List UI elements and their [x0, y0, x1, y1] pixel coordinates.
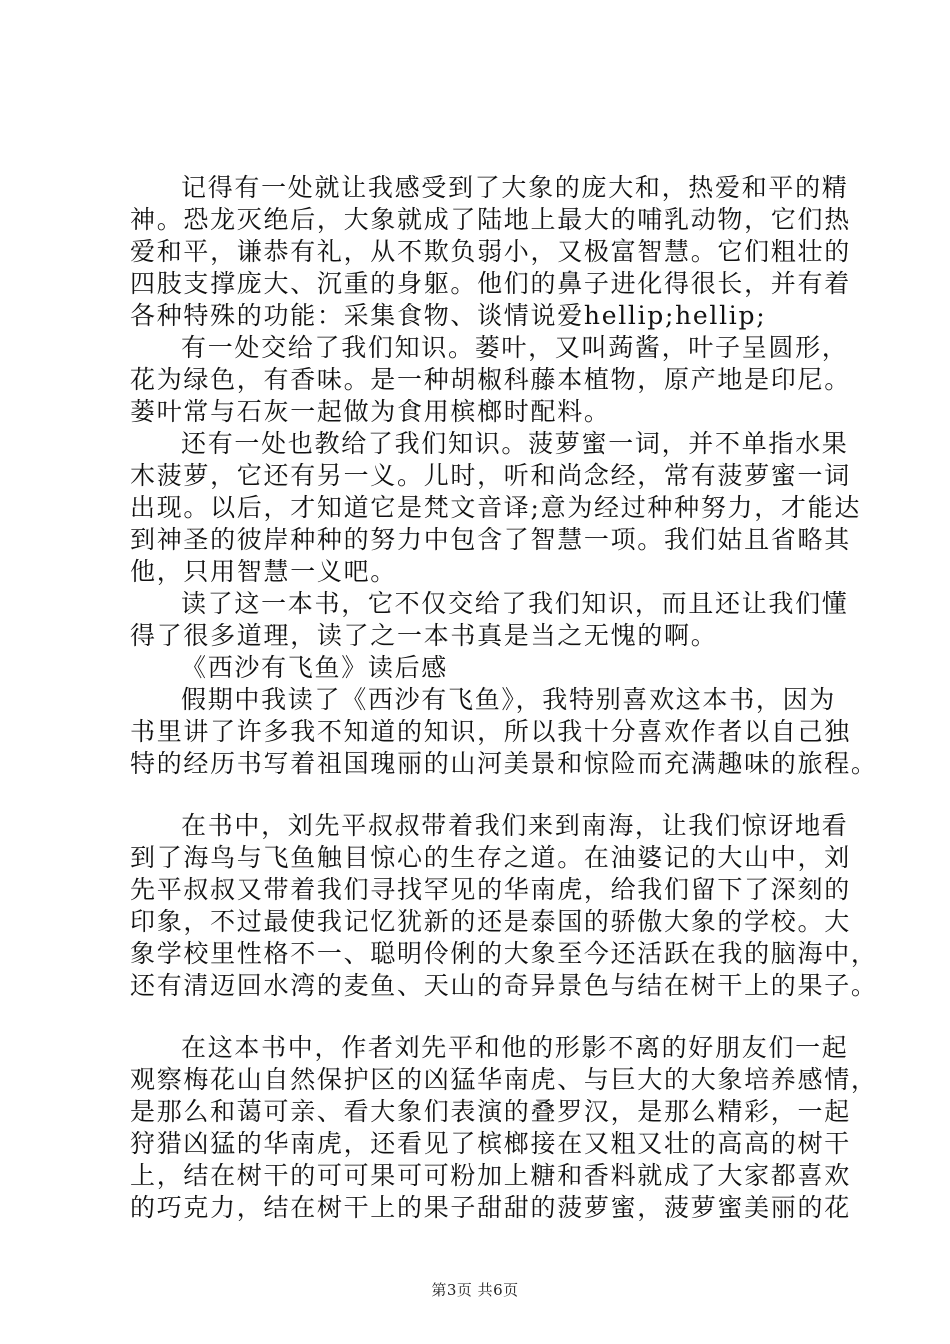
text-line: 到神圣的彼岸种种的努力中包含了智慧一项。我们姑且省略其	[130, 525, 851, 554]
text-line: 是那么和蔼可亲、看大象们表演的叠罗汉，是那么精彩，一起	[130, 1097, 851, 1126]
page-footer: 第3页 共6页	[431, 1281, 519, 1299]
text-line: 印象，不过最使我记忆犹新的还是泰国的骄傲大象的学校。大	[130, 907, 851, 936]
text-line: 蒌叶常与石灰一起做为食用槟榔时配料。	[130, 397, 611, 426]
body-text	[130, 172, 878, 1224]
text-line: 观察梅花山自然保护区的凶猛华南虎、与巨大的大象培养感情，	[130, 1065, 878, 1094]
text-line: 的巧克力，结在树干上的果子甜甜的菠萝蜜，菠萝蜜美丽的花	[130, 1193, 851, 1222]
text-line: 花为绿色，有香味。是一种胡椒科藤本植物，原产地是印尼。	[130, 365, 851, 394]
text-line: 到了海鸟与飞鱼触目惊心的生存之道。在油婆记的大山中，刘	[130, 843, 851, 872]
text-line: 在书中，刘先平叔叔带着我们来到南海，让我们惊讶地看	[181, 811, 849, 840]
text-line: 神。恐龙灭绝后，大象就成了陆地上最大的哺乳动物，它们热	[130, 205, 851, 234]
text-line: 木菠萝，它还有另一义。儿时，听和尚念经，常有菠萝蜜一词	[130, 461, 851, 490]
text-line: 狩猎凶猛的华南虎，还看见了槟榔接在又粗又壮的高高的树干	[130, 1129, 851, 1158]
text-line: 在这本书中，作者刘先平和他的形影不离的好朋友们一起	[181, 1033, 849, 1062]
text-line: 有一处交给了我们知识。蒌叶，又叫蒟酱，叶子呈圆形，	[181, 333, 849, 362]
text-line: 上，结在树干的可可果可可粉加上糖和香料就成了大家都喜欢	[130, 1161, 851, 1190]
text-line: 爱和平，谦恭有礼，从不欺负弱小，又极富智慧。它们粗壮的	[130, 237, 851, 266]
text-line: 假期中我读了《西沙有飞鱼》，我特别喜欢这本书，因为	[181, 685, 837, 714]
text-line: 记得有一处就让我感受到了大象的庞大和，热爱和平的精	[181, 173, 849, 202]
text-line: 他，只用智慧一义吧。	[130, 557, 398, 586]
paragraph-gap	[130, 1002, 830, 1032]
text-line: 特的经历书写着祖国瑰丽的山河美景和惊险而充满趣味的旅程。	[130, 749, 878, 778]
text-line: 出现。以后，才知道它是梵文音译;意为经过种种努力，才能达	[130, 493, 862, 522]
text-line: 还有一处也教给了我们知识。菠萝蜜一词，并不单指水果	[181, 429, 849, 458]
text-line: 各种特殊的功能：采集食物、谈情说爱hellip;hellip;	[130, 301, 767, 330]
paragraph-gap	[130, 780, 830, 810]
text-line: 书里讲了许多我不知道的知识，所以我十分喜欢作者以自己独	[130, 717, 851, 746]
text-line: 先平叔叔又带着我们寻找罕见的华南虎，给我们留下了深刻的	[130, 875, 851, 904]
text-line: 四肢支撑庞大、沉重的身躯。他们的鼻子进化得很长，并有着	[130, 269, 851, 298]
text-line: 读了这一本书，它不仅交给了我们知识，而且还让我们懂	[181, 589, 849, 618]
text-line: 《西沙有飞鱼》读后感	[181, 653, 449, 682]
text-line: 还有清迈回水湾的麦鱼、天山的奇异景色与结在树干上的果子。	[130, 971, 878, 1000]
text-line: 象学校里性格不一、聪明伶俐的大象至今还活跃在我的脑海中，	[130, 939, 878, 968]
text-line: 得了很多道理，读了之一本书真是当之无愧的啊。	[130, 621, 718, 650]
